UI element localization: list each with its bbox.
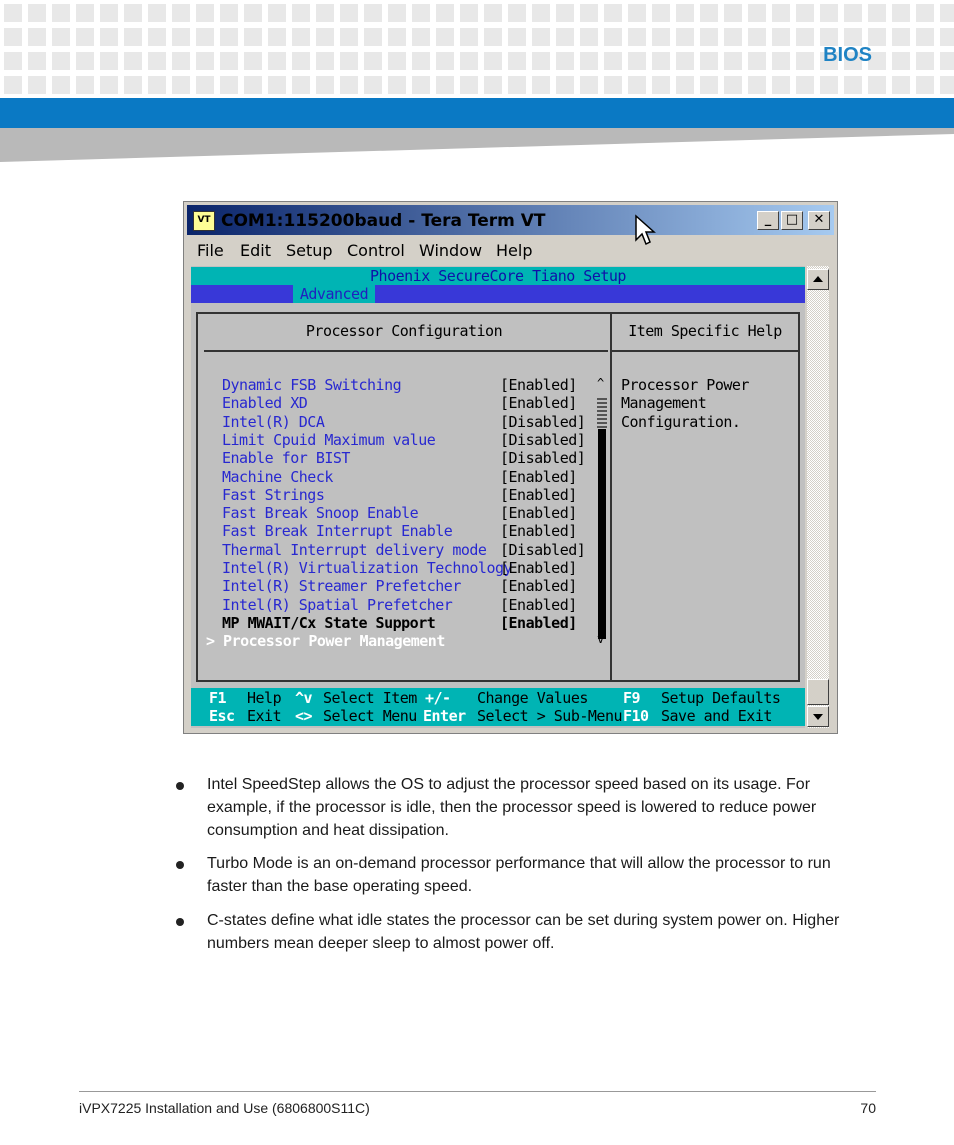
header-pattern-square <box>796 4 814 22</box>
header-pattern-square <box>844 4 862 22</box>
header-pattern-square <box>892 28 910 46</box>
header-pattern-square <box>268 76 286 94</box>
setting-label[interactable]: Fast Break Snoop Enable <box>222 504 419 523</box>
setting-value-selected[interactable]: [Enabled] <box>500 613 577 632</box>
footer-doc-title: iVPX7225 Installation and Use (6806800S11C) <box>79 1100 370 1116</box>
header-pattern-square <box>508 76 526 94</box>
setting-label[interactable]: Intel(R) Virtualization Technology <box>222 559 513 577</box>
scroll-up-button[interactable] <box>807 269 829 290</box>
header-pattern-square <box>676 76 694 94</box>
header-pattern-square <box>196 52 214 70</box>
header-pattern-square <box>148 76 166 94</box>
header-pattern-square <box>940 52 954 70</box>
scroll-down-arrow-icon[interactable]: v <box>597 632 604 646</box>
header-pattern-square <box>916 52 934 70</box>
key-updown: ^v <box>295 689 313 707</box>
bullet-dot-icon <box>176 782 184 790</box>
setting-value[interactable]: [Enabled] <box>500 376 577 394</box>
header-pattern-square <box>124 52 142 70</box>
key-leftright: <> <box>295 707 313 725</box>
setting-value[interactable]: [Enabled] <box>500 467 577 486</box>
header-pattern-square <box>508 52 526 70</box>
header-pattern-square <box>652 76 670 94</box>
header-pattern-square <box>124 76 142 94</box>
header-pattern-square <box>52 28 70 46</box>
menu-file[interactable]: File <box>197 241 224 260</box>
setting-value[interactable]: [Enabled] <box>500 485 577 504</box>
header-pattern-square <box>676 4 694 22</box>
header-blue-band <box>0 98 954 128</box>
key-enter-desc: Select > Sub-Menu <box>477 707 623 725</box>
header-pattern-square <box>4 76 22 94</box>
header-pattern-square <box>124 4 142 22</box>
header-pattern-square <box>412 52 430 70</box>
header-pattern-square <box>580 4 598 22</box>
terminal-window <box>183 201 838 734</box>
header-pattern-square <box>436 28 454 46</box>
header-pattern-square <box>4 28 22 46</box>
key-f9-desc: Setup Defaults <box>661 689 781 707</box>
header-pattern-square <box>700 4 718 22</box>
menu-bar <box>187 238 834 262</box>
header-pattern-square <box>28 52 46 70</box>
header-pattern-square <box>556 52 574 70</box>
header-pattern-square <box>916 76 934 94</box>
terminal-screen[interactable] <box>191 266 805 728</box>
header-pattern-square <box>604 52 622 70</box>
menu-setup[interactable]: Setup <box>286 241 333 260</box>
setting-label-selected[interactable]: MP MWAIT/Cx State Support <box>222 613 436 632</box>
header-pattern-square <box>604 4 622 22</box>
setting-value[interactable]: [Enabled] <box>500 559 577 577</box>
setting-value[interactable]: [Enabled] <box>500 522 577 541</box>
header-grey-band <box>0 128 954 164</box>
header-pattern-square <box>172 28 190 46</box>
header-pattern-square <box>100 76 118 94</box>
setting-label[interactable]: Intel(R) Streamer Prefetcher <box>222 577 461 596</box>
header-pattern-square <box>652 52 670 70</box>
key-esc: Esc <box>209 707 235 725</box>
header-pattern-square <box>172 52 190 70</box>
setting-value[interactable]: [Disabled] <box>500 430 586 449</box>
menu-control[interactable]: Control <box>347 241 405 260</box>
bullet-text: Turbo Mode is an on-demand processor performance that will allow the processor to run faster than the base operating speed. <box>207 855 831 895</box>
header-pattern-square <box>220 4 238 22</box>
header-pattern-square <box>724 4 742 22</box>
header-pattern-square <box>580 76 598 94</box>
header-pattern-square <box>268 28 286 46</box>
setting-label[interactable]: Dynamic FSB Switching <box>222 376 402 394</box>
header-pattern-square <box>820 76 838 94</box>
header-pattern-square <box>484 28 502 46</box>
header-pattern-square <box>460 28 478 46</box>
header-pattern-square <box>244 4 262 22</box>
key-plusminus: +/- <box>425 689 451 707</box>
header-pattern-square <box>532 4 550 22</box>
header-pattern-square <box>892 52 910 70</box>
setting-value[interactable]: [Disabled] <box>500 540 586 559</box>
header-pattern-square <box>724 52 742 70</box>
header-pattern-square <box>772 52 790 70</box>
key-f10-desc: Save and Exit <box>661 707 772 725</box>
maximize-button[interactable]: □ <box>781 211 803 230</box>
bios-title-bar <box>191 267 805 285</box>
header-pattern-square <box>916 28 934 46</box>
bios-title: Phoenix SecureCore Tiano Setup <box>370 267 626 285</box>
header-pattern-square <box>316 28 334 46</box>
header-pattern-square <box>796 28 814 46</box>
header-pattern-square <box>412 76 430 94</box>
header-pattern-square <box>364 4 382 22</box>
setting-label[interactable]: Intel(R) Spatial Prefetcher <box>222 595 453 614</box>
header-pattern-square <box>844 76 862 94</box>
header-pattern-square <box>628 76 646 94</box>
triangle-down-icon <box>808 707 828 726</box>
setting-value[interactable]: [Disabled] <box>500 449 586 468</box>
header-pattern-square <box>388 4 406 22</box>
header-pattern-square <box>628 4 646 22</box>
header-pattern-square <box>196 76 214 94</box>
key-f1-desc: Help <box>247 689 282 707</box>
header-pattern-square <box>748 52 766 70</box>
header-pattern-square <box>148 4 166 22</box>
scroll-up-arrow-icon[interactable]: ^ <box>597 376 604 390</box>
header-pattern-square <box>628 28 646 46</box>
header-pattern-square <box>172 4 190 22</box>
header-pattern-square <box>76 28 94 46</box>
config-panel <box>196 312 800 682</box>
section-label: BIOS <box>823 44 872 66</box>
header-pattern-square <box>676 28 694 46</box>
header-pattern-square <box>940 76 954 94</box>
header-pattern-square <box>52 4 70 22</box>
header-pattern-square <box>700 28 718 46</box>
header-pattern-square <box>340 52 358 70</box>
header-pattern-square <box>292 28 310 46</box>
setting-label[interactable]: Enabled XD <box>222 394 308 413</box>
header-pattern-square <box>4 52 22 70</box>
header-pattern-square <box>748 28 766 46</box>
header-pattern-square <box>556 4 574 22</box>
setting-label[interactable]: Intel(R) DCA <box>222 412 325 431</box>
setting-label[interactable]: Enable for BIST <box>222 449 350 468</box>
panel-divider <box>610 314 612 680</box>
header-pattern-square <box>316 4 334 22</box>
header-pattern-square <box>772 76 790 94</box>
header-pattern-square <box>604 76 622 94</box>
header-pattern-square <box>460 52 478 70</box>
setting-value[interactable]: [Enabled] <box>500 577 577 596</box>
help-title: Item Specific Help <box>628 322 782 340</box>
header-pattern-square <box>724 28 742 46</box>
setting-value[interactable]: [Disabled] <box>500 412 586 431</box>
header-pattern-square <box>364 28 382 46</box>
minimize-button[interactable]: _ <box>757 211 779 230</box>
key-updown-desc: Select Item <box>323 689 417 707</box>
header-pattern-square <box>268 4 286 22</box>
bios-tab-bar <box>191 285 805 303</box>
header-pattern-square <box>4 4 22 22</box>
header-pattern-square <box>604 28 622 46</box>
header-pattern-square <box>268 52 286 70</box>
header-pattern-square <box>580 52 598 70</box>
window-scrollbar[interactable] <box>807 266 829 728</box>
header-pattern-square <box>76 76 94 94</box>
header-pattern-square <box>820 4 838 22</box>
footer-rule <box>79 1091 876 1092</box>
setting-label[interactable]: Machine Check <box>222 467 333 486</box>
key-f10: F10 <box>623 707 649 725</box>
header-pattern-square <box>508 4 526 22</box>
header-pattern-square <box>364 76 382 94</box>
header-pattern-square <box>916 4 934 22</box>
header-pattern-square <box>28 28 46 46</box>
header-pattern-square <box>796 52 814 70</box>
header-pattern-square <box>748 76 766 94</box>
key-enter: Enter <box>423 707 466 725</box>
key-f1: F1 <box>209 689 227 707</box>
header-pattern-square <box>292 52 310 70</box>
setting-value[interactable]: [Enabled] <box>500 504 577 523</box>
submenu-processor-power-management[interactable]: > Processor Power Management <box>206 632 445 651</box>
header-pattern-square <box>940 28 954 46</box>
scroll-down-button[interactable] <box>807 706 829 727</box>
header-pattern-square <box>724 76 742 94</box>
header-pattern-square <box>460 4 478 22</box>
header-pattern-square <box>532 28 550 46</box>
header-pattern-square <box>484 52 502 70</box>
header-pattern-square <box>340 4 358 22</box>
header-pattern-square <box>484 76 502 94</box>
header-pattern-square <box>244 28 262 46</box>
header-pattern-square <box>556 76 574 94</box>
header-pattern-square <box>220 76 238 94</box>
setting-value[interactable]: [Enabled] <box>500 394 577 413</box>
setting-label[interactable]: Limit Cpuid Maximum value <box>222 430 436 449</box>
header-pattern-square <box>436 4 454 22</box>
page-number: 70 <box>860 1100 876 1116</box>
header-pattern-square <box>868 76 886 94</box>
header-pattern-square <box>412 4 430 22</box>
header-pattern-square <box>340 76 358 94</box>
header-pattern-square <box>316 52 334 70</box>
header-pattern-square <box>196 4 214 22</box>
triangle-up-icon <box>808 270 828 289</box>
header-pattern-square <box>484 4 502 22</box>
header-pattern-square <box>652 4 670 22</box>
header-pattern-square <box>532 76 550 94</box>
header-pattern-square <box>436 52 454 70</box>
menu-window[interactable]: Window <box>419 241 483 260</box>
header-pattern-square <box>892 76 910 94</box>
setting-label[interactable]: Fast Strings <box>222 485 325 504</box>
bullet-text: C-states define what idle states the processor can be set during system power on. Higher numbers mean deeper sleep to almost power off. <box>207 912 840 952</box>
header-pattern-square <box>628 52 646 70</box>
key-leftright-desc: Select Menu <box>323 707 417 725</box>
header-pattern-square <box>796 76 814 94</box>
header-pattern-square <box>244 76 262 94</box>
window-title: COM1:115200baud - Tera Term VT <box>221 211 546 231</box>
header-pattern-square <box>196 28 214 46</box>
window-scroll-thumb[interactable] <box>807 679 829 705</box>
header-pattern-square <box>52 76 70 94</box>
header-pattern-square <box>148 52 166 70</box>
header-pattern-square <box>316 76 334 94</box>
header-pattern-square <box>580 28 598 46</box>
header-pattern-square <box>100 52 118 70</box>
header-pattern-square <box>772 4 790 22</box>
menu-help[interactable]: Help <box>496 241 533 260</box>
help-separator <box>612 350 800 352</box>
header-pattern-square <box>508 28 526 46</box>
header-pattern-square <box>700 76 718 94</box>
header-pattern-square <box>100 4 118 22</box>
header-pattern-square <box>772 28 790 46</box>
setting-label[interactable]: Thermal Interrupt delivery mode <box>222 540 487 559</box>
scroll-track <box>597 398 607 428</box>
header-pattern-square <box>556 28 574 46</box>
header-pattern-square <box>676 52 694 70</box>
menu-edit[interactable]: Edit <box>240 241 271 260</box>
header-pattern-square <box>172 76 190 94</box>
tab-advanced[interactable]: Advanced <box>293 285 375 303</box>
setting-label[interactable]: Fast Break Interrupt Enable <box>222 522 453 541</box>
header-pattern-square <box>436 76 454 94</box>
key-esc-desc: Exit <box>247 707 282 725</box>
header-pattern-square <box>388 52 406 70</box>
header-pattern-square <box>100 28 118 46</box>
header-pattern-square <box>652 28 670 46</box>
setting-value[interactable]: [Enabled] <box>500 595 577 614</box>
app-icon[interactable]: VT <box>193 211 215 231</box>
header-pattern-square <box>28 76 46 94</box>
header-pattern-square <box>76 52 94 70</box>
header-pattern-square <box>412 28 430 46</box>
bullet-dot-icon <box>176 918 184 926</box>
key-plusminus-desc: Change Values <box>477 689 588 707</box>
header-pattern-square <box>868 4 886 22</box>
header-pattern-square <box>52 52 70 70</box>
header-pattern-square <box>700 52 718 70</box>
header-pattern-square <box>940 4 954 22</box>
header-pattern-square <box>124 28 142 46</box>
header-pattern-square <box>460 76 478 94</box>
bios-key-legend <box>191 688 805 726</box>
header-pattern-square <box>388 28 406 46</box>
close-button[interactable]: ✕ <box>808 211 830 230</box>
header-pattern-square <box>364 52 382 70</box>
header-pattern-square <box>220 28 238 46</box>
header-pattern-square <box>532 52 550 70</box>
key-f9: F9 <box>623 689 641 707</box>
bullet-text: Intel SpeedStep allows the OS to adjust the processor speed based on its usage. For example, if the processor is idle, then the processor speed is lowered to reduce power consumption and heat dissipation. <box>207 776 817 839</box>
header-pattern-square <box>748 4 766 22</box>
header-pattern <box>0 0 954 100</box>
bullet-dot-icon <box>176 861 184 869</box>
header-pattern-square <box>148 28 166 46</box>
help-text: Processor Power Management Configuration. <box>621 376 749 431</box>
header-pattern-square <box>892 4 910 22</box>
header-pattern-square <box>340 28 358 46</box>
scroll-thumb[interactable] <box>598 429 606 639</box>
header-pattern-square <box>388 76 406 94</box>
header-pattern-square <box>292 4 310 22</box>
header-pattern-square <box>244 52 262 70</box>
header-pattern-square <box>76 4 94 22</box>
header-pattern-square <box>292 76 310 94</box>
header-pattern-square <box>28 4 46 22</box>
panel-separator <box>204 350 608 352</box>
panel-title: Processor Configuration <box>305 322 503 340</box>
title-bar[interactable] <box>187 205 834 235</box>
header-pattern-square <box>220 52 238 70</box>
